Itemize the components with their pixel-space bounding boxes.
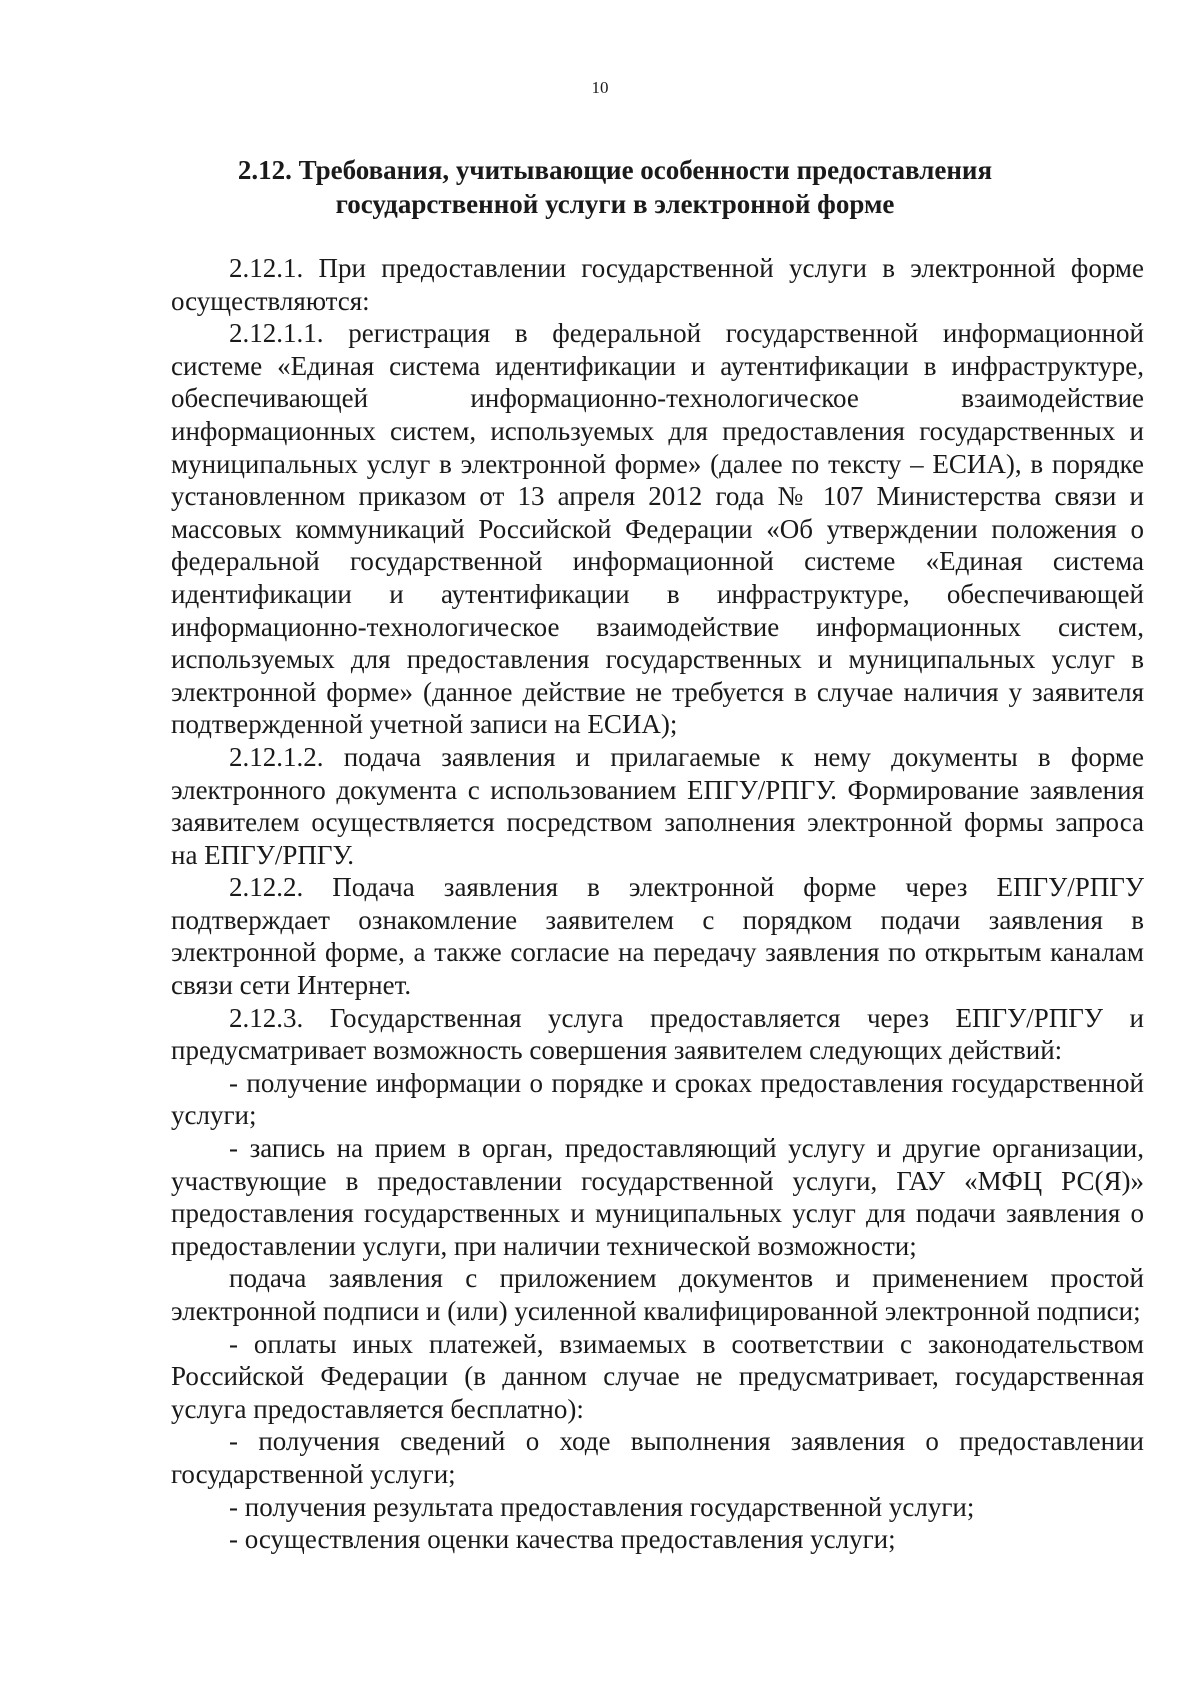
page-number: 10 — [591, 78, 609, 97]
body-text — [171, 252, 1144, 1556]
section-heading-line-1: 2.12. Требования, учитывающие особенности предоставления — [237, 155, 993, 185]
paragraph-2-12-1: 2.12.1. При предоставлении государственной услуги в электронной форме осуществляются: — [171, 253, 1144, 316]
list-item-result: - получения результата предоставления государственной услуги; — [229, 1491, 975, 1522]
paragraph-2-12-1-1: 2.12.1.1. регистрация в федеральной государственной информационной системе «Единая система идентификации и аутентификации в инфраструктуре, обеспечивающей информационно-технологическое взаимодействие информационных систем, используемых для предоставления государственных и муниципальных услуг в электронной форме» (далее по тексту – ЕСИА), в порядке установленном приказом от 13 апреля 2012 года № 107 Министерства связи и массовых коммуникаций Российской Федерации «Об утверждении положения о федеральной государственной информационной системе «Единая система идентификации и аутентификации в инфраструктуре, обеспечивающей информационно-технологическое взаимодействие информационных систем, используемых для предоставления государственных и муниципальных услуг в электронной форме» (данное действие не требуется в случае наличия у заявителя подтвержденной учетной записи на ЕСИА); — [171, 318, 1144, 740]
paragraph-2-12-3: 2.12.3. Государственная услуга предоставляется через ЕПГУ/РПГУ и предусматривает возможность совершения заявителем следующих действий: — [171, 1002, 1144, 1066]
section-heading — [150, 153, 1080, 221]
paragraph-2-12-1-2: 2.12.1.2. подача заявления и прилагаемые к нему документы в форме электронного документа с использованием ЕПГУ/РПГУ. Формирование заявления заявителем осуществляется посредством заполнения электронной формы запроса на ЕПГУ/РПГУ. — [171, 741, 1144, 870]
list-item-quality: - осуществления оценки качества предоставления услуги; — [229, 1524, 896, 1555]
list-item-payments: - оплаты иных платежей, взимаемых в соответствии с законодательством Российской Федерации (в данном случае не предусматривает, государственная услуга предоставляется бесплатно): — [171, 1328, 1144, 1424]
list-item-status: - получения сведений о ходе выполнения заявления о предоставлении государственной услуги; — [171, 1426, 1144, 1489]
list-item-info: - получение информации о порядке и сроках предоставления государственной услуги; — [171, 1067, 1144, 1131]
list-item-appointment: - запись на прием в орган, предоставляющий услугу и другие организации, участвующие в предоставлении государственной услуги, ГАУ «МФЦ РС(Я)» предоставления государственных и муниципальных услуг для подачи заявления о предоставлении услуги, при наличии технической возможности; — [171, 1133, 1144, 1261]
list-item-submission: подача заявления с приложением документов и применением простой электронной подписи и (или) усиленной квалифицированной электронной подписи; — [171, 1263, 1144, 1326]
paragraph-2-12-2: 2.12.2. Подача заявления в электронной форме через ЕПГУ/РПГУ подтверждает ознакомление заявителем с порядком подачи заявления в электронной форме, а также согласие на передачу заявления по открытым каналам связи сети Интернет. — [171, 872, 1144, 1001]
section-heading-line-2: государственной услуги в электронной форме — [335, 189, 895, 219]
